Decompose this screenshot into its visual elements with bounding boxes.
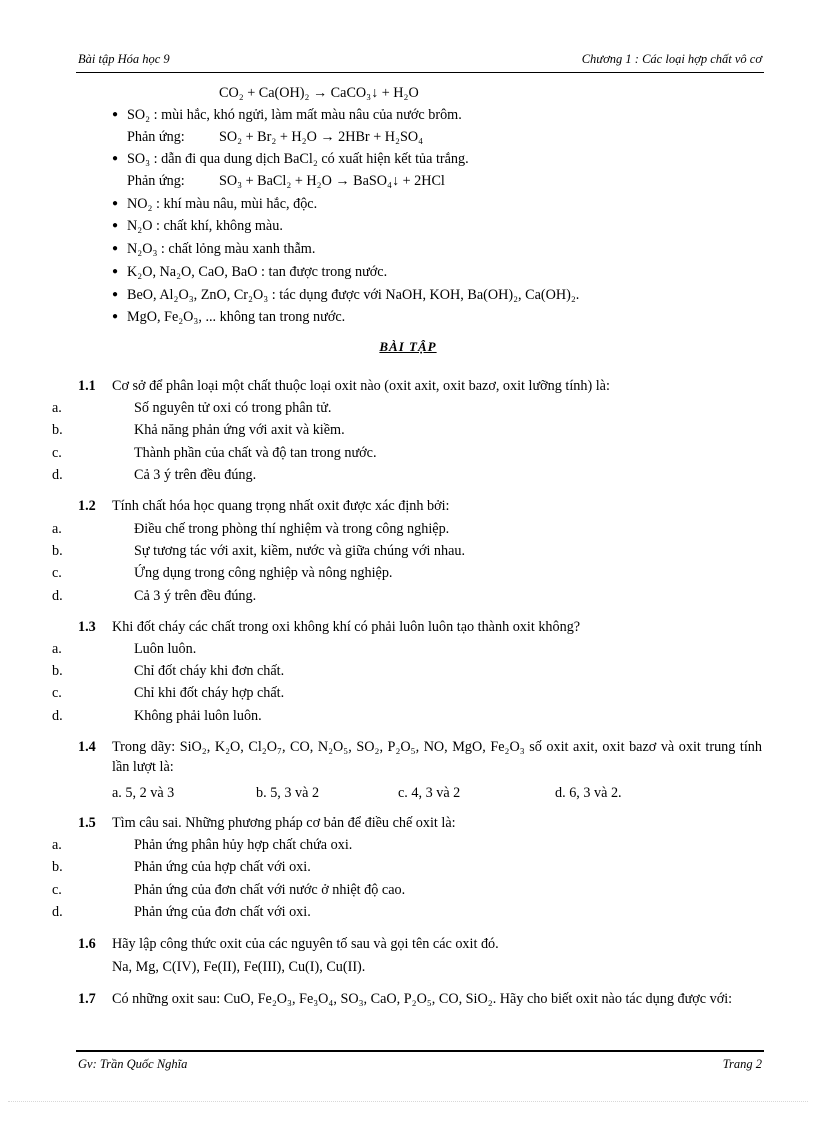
bullet-icon: ● <box>112 289 119 300</box>
bullet-insoluble-oxides: MgO, Fe₂O₃, ... không tan trong nước. <box>127 309 346 325</box>
option-letter: b. <box>52 663 63 679</box>
bullet-basic-oxides: K₂O, Na₂O, CaO, BaO : tan được trong nước. <box>127 264 388 280</box>
option-text: Phản ứng của đơn chất với nước ở nhiệt độ cao. <box>134 882 406 898</box>
question-number: 1.3 <box>78 619 96 635</box>
question-number: 1.1 <box>78 378 96 394</box>
question-text: Hãy lập công thức oxit của các nguyên tố sau và gọi tên các oxit đó. <box>112 936 499 952</box>
inline-option: c. 4, 3 và 2 <box>398 785 461 801</box>
option-letter: a. <box>52 837 62 853</box>
question-text: Trong dãy: SiO₂, K₂O, Cl₂O₇, CO, N₂O₅, SO₂, P₂O₅, NO, MgO, Fe₂O₃ số oxit axit, oxit bazơ và oxit trung tính lần lượt là: <box>112 739 762 775</box>
so2-reaction: SO₂ + Br₂ + H₂O → 2HBr + H₂SO₄ <box>219 129 424 145</box>
page-edge-divider <box>8 1101 808 1102</box>
bullet-icon: ● <box>112 198 119 209</box>
bullet-so2: SO₂ : mùi hắc, khó ngửi, làm mất màu nâu của nước brôm. <box>127 107 462 123</box>
inline-option: d. 6, 3 và 2. <box>555 785 622 801</box>
bullet-icon: ● <box>112 153 119 164</box>
question-number: 1.7 <box>78 991 96 1007</box>
option-text: Điều chế trong phòng thí nghiệm và trong công nghiệp. <box>134 521 450 537</box>
option-text: Ứng dụng trong công nghiệp và nông nghiệp. <box>134 565 393 581</box>
question-number: 1.6 <box>78 936 96 952</box>
option-letter: c. <box>52 445 62 461</box>
question-number: 1.4 <box>78 739 96 755</box>
option-letter: c. <box>52 685 62 701</box>
option-letter: a. <box>52 641 62 657</box>
question-text: Có những oxit sau: CuO, Fe₂O₃, Fe₃O₄, SO₃, CaO, P₂O₅, CO, SiO₂. Hãy cho biết oxit nào tác dụng được với: <box>112 991 733 1007</box>
option-text: Số nguyên tử oxi có trong phân tử. <box>134 400 332 416</box>
question-text: Cơ sở để phân loại một chất thuộc loại oxit nào (oxit axit, oxit bazơ, oxit lưỡng tính) là: <box>112 378 610 394</box>
option-text: Phản ứng của hợp chất với oxi. <box>134 859 311 875</box>
so3-reaction-label: Phản ứng: <box>127 173 185 189</box>
option-letter: c. <box>52 882 62 898</box>
question-number: 1.2 <box>78 498 96 514</box>
bullet-icon: ● <box>112 266 119 277</box>
co2-reaction: CO₂ + Ca(OH)₂ → CaCO₃↓ + H₂O <box>219 85 419 101</box>
bullet-amphoteric-oxides: BeO, Al₂O₃, ZnO, Cr₂O₃ : tác dụng được với NaOH, KOH, Ba(OH)₂, Ca(OH)₂. <box>127 287 580 303</box>
section-title: BÀI TẬP <box>379 339 437 354</box>
bullet-icon: ● <box>112 311 119 322</box>
option-text: Cả 3 ý trên đều đúng. <box>134 588 257 604</box>
option-letter: b. <box>52 543 63 559</box>
inline-option: a. 5, 2 và 3 <box>112 785 175 801</box>
option-text: Chỉ đốt cháy khi đơn chất. <box>134 663 285 679</box>
bullet-icon: ● <box>112 109 119 120</box>
question-text-continued: Na, Mg, C(IV), Fe(II), Fe(III), Cu(I), Cu(II). <box>112 959 366 975</box>
option-letter: d. <box>52 588 63 604</box>
question-text: Tính chất hóa học quang trọng nhất oxit được xác định bởi: <box>112 498 450 514</box>
question-text: Khi đốt cháy các chất trong oxi không khí có phải luôn luôn tạo thành oxit không? <box>112 619 581 635</box>
bullet-n2o3: N₂O₃ : chất lỏng màu xanh thẫm. <box>127 241 316 257</box>
bullet-no2: NO₂ : khí màu nâu, mùi hắc, độc. <box>127 196 318 212</box>
header-right: Chương 1 : Các loại hợp chất vô cơ <box>581 52 762 66</box>
option-text: Phản ứng phân hủy hợp chất chứa oxi. <box>134 837 353 853</box>
bullet-n2o: N₂O : chất khí, không màu. <box>127 218 283 234</box>
option-letter: b. <box>52 859 63 875</box>
option-text: Sự tương tác với axit, kiềm, nước và giữa chúng với nhau. <box>134 543 466 559</box>
option-letter: a. <box>52 400 62 416</box>
bullet-so3: SO₃ : dẫn đi qua dung dịch BaCl₂ có xuất hiện kết tủa trắng. <box>127 151 469 167</box>
so3-reaction: SO₃ + BaCl₂ + H₂O → BaSO₄↓ + 2HCl <box>219 173 445 189</box>
bullet-icon: ● <box>112 243 119 254</box>
header-left: Bài tập Hóa học 9 <box>78 52 170 66</box>
bullet-icon: ● <box>112 220 119 231</box>
option-letter: d. <box>52 708 63 724</box>
option-text: Chỉ khi đốt cháy hợp chất. <box>134 685 285 701</box>
inline-option: b. 5, 3 và 2 <box>256 785 320 801</box>
option-text: Cả 3 ý trên đều đúng. <box>134 467 257 483</box>
option-text: Thành phần của chất và độ tan trong nước. <box>134 445 377 461</box>
footer-left: Gv: Trần Quốc Nghĩa <box>78 1057 188 1071</box>
option-letter: c. <box>52 565 62 581</box>
option-letter: d. <box>52 467 63 483</box>
option-letter: b. <box>52 422 63 438</box>
page-number: Trang 2 <box>722 1057 762 1071</box>
footer-rule <box>76 1050 764 1052</box>
question-number: 1.5 <box>78 815 96 831</box>
option-text: Không phải luôn luôn. <box>134 708 262 724</box>
option-text: Luôn luôn. <box>134 641 197 657</box>
header-rule <box>76 72 764 73</box>
option-letter: d. <box>52 904 63 920</box>
option-text: Phản ứng của đơn chất với oxi. <box>134 904 311 920</box>
so2-reaction-label: Phản ứng: <box>127 129 185 145</box>
question-text: Tìm câu sai. Những phương pháp cơ bản để điều chế oxit là: <box>112 815 456 831</box>
option-letter: a. <box>52 521 62 537</box>
option-text: Khả năng phản ứng với axit và kiềm. <box>134 422 345 438</box>
